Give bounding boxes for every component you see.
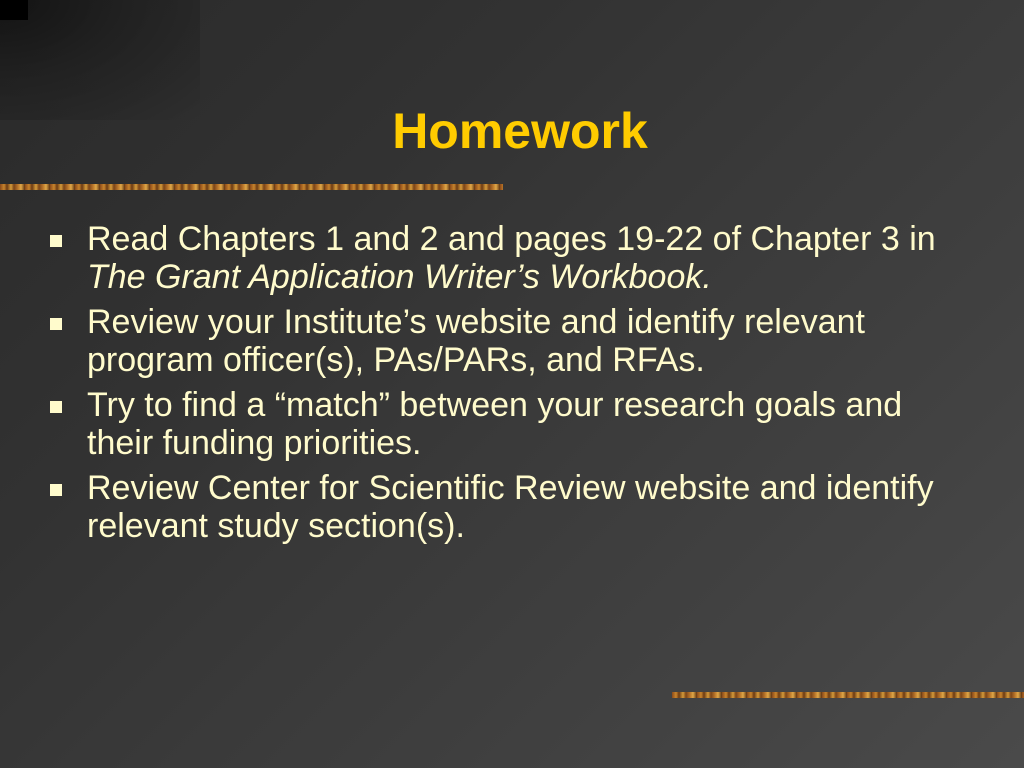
bullet-item-review-csr — [48, 469, 968, 545]
bullet-item-find-match — [48, 386, 968, 462]
bullet-text: Review Center for Scientific Review website and identify relevant study section(s). — [87, 469, 934, 545]
square-bullet-icon — [50, 318, 62, 330]
book-title: The Grant Application Writer’s Workbook. — [87, 258, 712, 296]
bullet-item-read-chapters — [48, 220, 968, 296]
square-bullet-icon — [50, 235, 62, 247]
footer-divider-rule — [672, 692, 1024, 698]
square-bullet-icon — [50, 484, 62, 496]
bullet-text — [87, 220, 936, 296]
title-divider-rule — [0, 184, 503, 190]
square-bullet-icon — [50, 401, 62, 413]
bullet-item-review-institute — [48, 303, 968, 379]
bullet-text: Try to find a “match” between your research goals and their funding priorities. — [87, 386, 903, 462]
bullet-list — [48, 220, 968, 552]
bullet-text: Review your Institute’s website and identify relevant program officer(s), PAs/PARs, and RFAs. — [87, 303, 865, 379]
bullet-text-plain: Read Chapters 1 and 2 and pages 19-22 of Chapter 3 in — [87, 220, 936, 258]
corner-mark — [0, 0, 28, 20]
slide-title: Homework — [392, 103, 648, 159]
